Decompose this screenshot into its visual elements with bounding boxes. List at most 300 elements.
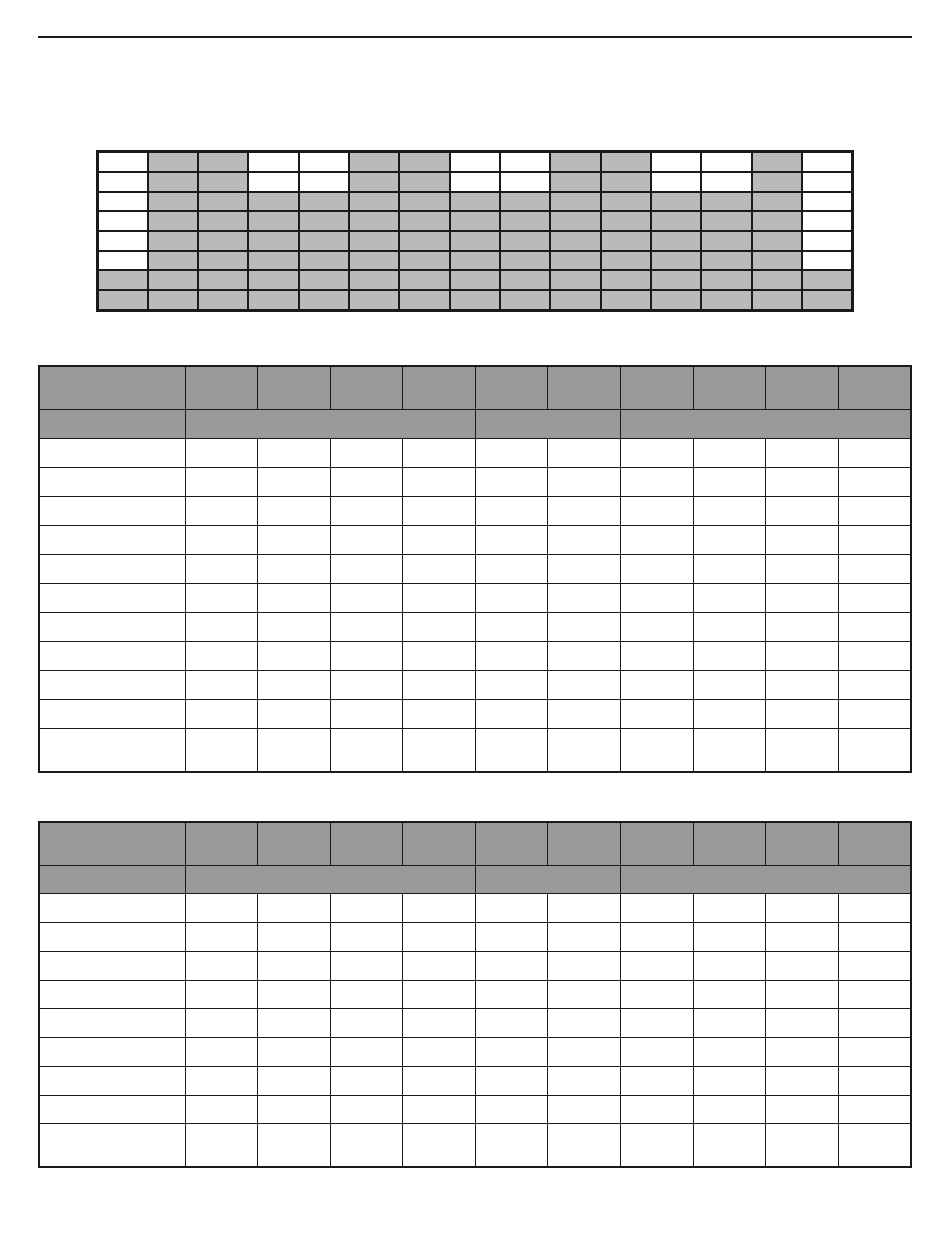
table-cell	[475, 584, 548, 613]
table-cell	[693, 555, 766, 584]
shaded-cell	[248, 290, 298, 310]
shaded-cell	[601, 192, 651, 212]
table-row	[39, 1066, 911, 1095]
table-cell	[621, 700, 694, 729]
shaded-cell	[500, 192, 550, 212]
shaded-cell	[500, 211, 550, 231]
shaded-cell	[500, 231, 550, 251]
table-cell	[693, 1066, 766, 1095]
shaded-cell	[500, 251, 550, 271]
table-cell	[838, 642, 911, 671]
table-cell	[693, 1095, 766, 1124]
shade-grid-row	[98, 192, 853, 212]
shaded-cell	[299, 231, 349, 251]
table-cell	[330, 700, 403, 729]
table-cell	[838, 439, 911, 468]
shaded-cell	[450, 290, 500, 310]
table-cell	[475, 923, 548, 952]
blank-cell	[802, 211, 852, 231]
table-cell	[621, 951, 694, 980]
group-header-cell	[475, 410, 620, 439]
shaded-cell	[550, 152, 600, 172]
blank-cell	[802, 172, 852, 192]
table-cell	[838, 980, 911, 1009]
table-cell	[258, 526, 331, 555]
table-cell	[838, 468, 911, 497]
table-cell	[258, 729, 331, 773]
table-cell	[475, 980, 548, 1009]
table-cell	[838, 584, 911, 613]
shaded-cell	[148, 290, 198, 310]
table-cell	[475, 1066, 548, 1095]
table-cell	[548, 700, 621, 729]
blank-cell	[248, 152, 298, 172]
row-label-cell	[39, 1124, 185, 1167]
shaded-cell	[701, 270, 751, 290]
shaded-cell	[198, 290, 248, 310]
shaded-cell	[399, 270, 449, 290]
table-cell	[185, 1009, 258, 1038]
shaded-cell	[752, 172, 802, 192]
header-cell	[39, 822, 185, 865]
shaded-cell	[349, 192, 399, 212]
shaded-cell	[248, 211, 298, 231]
table-cell	[403, 1124, 476, 1167]
table-cell	[258, 980, 331, 1009]
shaded-cell	[148, 192, 198, 212]
shaded-cell	[601, 172, 651, 192]
table-cell	[548, 1066, 621, 1095]
table-cell	[258, 642, 331, 671]
table-cell	[548, 980, 621, 1009]
table-cell	[621, 729, 694, 773]
table-cell	[258, 468, 331, 497]
table-cell	[403, 951, 476, 980]
shaded-cell	[651, 211, 701, 231]
shaded-cell	[601, 251, 651, 271]
table-cell	[185, 468, 258, 497]
shaded-cell	[450, 251, 500, 271]
shaded-cell	[148, 172, 198, 192]
row-label-cell	[39, 894, 185, 923]
shaded-cell	[299, 211, 349, 231]
table-cell	[621, 555, 694, 584]
shaded-cell	[399, 152, 449, 172]
row-label-cell	[39, 951, 185, 980]
table-cell	[621, 613, 694, 642]
row-label-cell	[39, 980, 185, 1009]
table-row	[39, 555, 911, 584]
row-label-cell	[39, 671, 185, 700]
table-cell	[258, 1095, 331, 1124]
blank-cell	[802, 231, 852, 251]
shaded-cell	[550, 290, 600, 310]
blank-cell	[98, 192, 148, 212]
table-cell	[185, 1095, 258, 1124]
table-cell	[838, 671, 911, 700]
table-cell	[185, 729, 258, 773]
blank-cell	[701, 172, 751, 192]
table-cell	[693, 526, 766, 555]
shaded-cell	[601, 290, 651, 310]
group-header-cell	[621, 865, 911, 894]
table-cell	[185, 700, 258, 729]
table-cell	[258, 951, 331, 980]
table-cell	[185, 1066, 258, 1095]
shaded-cell	[752, 231, 802, 251]
table-cell	[185, 584, 258, 613]
table-cell	[330, 1095, 403, 1124]
table-cell	[330, 729, 403, 773]
table-row	[39, 584, 911, 613]
table-cell	[258, 671, 331, 700]
table-cell	[330, 671, 403, 700]
table-cell	[330, 894, 403, 923]
table-cell	[403, 1009, 476, 1038]
table-cell	[621, 642, 694, 671]
table-cell	[693, 642, 766, 671]
table-cell	[766, 468, 839, 497]
shaded-cell	[349, 251, 399, 271]
table-cell	[548, 1038, 621, 1067]
table-cell	[475, 894, 548, 923]
shaded-cell	[802, 290, 852, 310]
table-cell	[766, 555, 839, 584]
table-cell	[766, 1038, 839, 1067]
table-cell	[185, 671, 258, 700]
table-cell	[403, 642, 476, 671]
table-cell	[548, 1124, 621, 1167]
shaded-cell	[248, 251, 298, 271]
table-cell	[475, 729, 548, 773]
table-cell	[330, 1066, 403, 1095]
table-cell	[185, 923, 258, 952]
table-cell	[475, 1038, 548, 1067]
table-cell	[838, 700, 911, 729]
shaded-cell	[701, 211, 751, 231]
blank-cell	[98, 251, 148, 271]
header-cell	[258, 366, 331, 410]
header-cell	[838, 822, 911, 865]
data-table-1	[38, 365, 912, 773]
table-cell	[766, 584, 839, 613]
table-cell	[766, 497, 839, 526]
row-label-cell	[39, 729, 185, 773]
table-cell	[838, 729, 911, 773]
shaded-cell	[198, 152, 248, 172]
table-cell	[621, 1009, 694, 1038]
table-row	[39, 468, 911, 497]
shaded-cell	[198, 270, 248, 290]
shaded-cell	[752, 152, 802, 172]
table-cell	[766, 1124, 839, 1167]
table-cell	[838, 951, 911, 980]
row-label-cell	[39, 439, 185, 468]
table-cell	[838, 894, 911, 923]
shaded-cell	[450, 270, 500, 290]
row-label-cell	[39, 923, 185, 952]
table-cell	[185, 526, 258, 555]
data-table-2	[38, 821, 912, 1168]
row-label-cell	[39, 526, 185, 555]
shaded-cell	[248, 270, 298, 290]
table-cell	[838, 1066, 911, 1095]
table-cell	[330, 526, 403, 555]
table-cell	[330, 555, 403, 584]
table-row	[39, 1009, 911, 1038]
table-cell	[403, 1038, 476, 1067]
shaded-cell	[601, 270, 651, 290]
table-cell	[693, 951, 766, 980]
table-cell	[766, 526, 839, 555]
shaded-cell	[349, 152, 399, 172]
table-cell	[330, 497, 403, 526]
table-cell	[548, 468, 621, 497]
table-cell	[330, 951, 403, 980]
header-cell	[693, 822, 766, 865]
shaded-cell	[148, 152, 198, 172]
shaded-cell	[399, 251, 449, 271]
shaded-cell	[450, 192, 500, 212]
blank-cell	[500, 172, 550, 192]
table-cell	[621, 894, 694, 923]
table-cell	[185, 642, 258, 671]
table-cell	[693, 468, 766, 497]
table-row	[39, 439, 911, 468]
shaded-cell	[349, 270, 399, 290]
blank-cell	[651, 152, 701, 172]
table-cell	[766, 923, 839, 952]
header-cell	[621, 366, 694, 410]
shaded-cell	[399, 192, 449, 212]
table-cell	[766, 980, 839, 1009]
table-cell	[693, 729, 766, 773]
shaded-cell	[450, 231, 500, 251]
table-cell	[403, 584, 476, 613]
shaded-cell	[550, 270, 600, 290]
table-cell	[403, 468, 476, 497]
data-table-1-grid	[38, 365, 912, 773]
table-cell	[548, 923, 621, 952]
blank-cell	[248, 172, 298, 192]
table-cell	[693, 700, 766, 729]
table-cell	[403, 555, 476, 584]
shaded-cell	[349, 290, 399, 310]
table-cell	[330, 439, 403, 468]
table-cell	[838, 923, 911, 952]
shaded-cell	[802, 270, 852, 290]
shaded-cell	[399, 211, 449, 231]
blank-cell	[299, 152, 349, 172]
table-cell	[185, 1124, 258, 1167]
table-cell	[548, 642, 621, 671]
row-label-cell	[39, 1066, 185, 1095]
group-header-row	[39, 865, 911, 894]
shaded-cell	[550, 192, 600, 212]
shaded-cell	[752, 270, 802, 290]
table-cell	[621, 439, 694, 468]
table-cell	[185, 980, 258, 1009]
blank-cell	[450, 172, 500, 192]
table-cell	[185, 613, 258, 642]
header-cell	[548, 366, 621, 410]
shaded-cell	[701, 251, 751, 271]
shaded-cell	[148, 211, 198, 231]
table-cell	[403, 1066, 476, 1095]
shaded-cell	[651, 192, 701, 212]
row-label-cell	[39, 497, 185, 526]
header-row	[39, 822, 911, 865]
table-cell	[766, 671, 839, 700]
table-cell	[258, 439, 331, 468]
table-cell	[185, 497, 258, 526]
group-header-label-cell	[39, 865, 185, 894]
table-cell	[475, 1095, 548, 1124]
table-cell	[548, 1009, 621, 1038]
shade-grid-row	[98, 270, 853, 290]
table-row	[39, 729, 911, 773]
table-cell	[766, 613, 839, 642]
table-cell	[838, 1124, 911, 1167]
table-cell	[185, 439, 258, 468]
table-cell	[548, 1095, 621, 1124]
table-cell	[258, 1066, 331, 1095]
table-row	[39, 1038, 911, 1067]
table-cell	[693, 439, 766, 468]
table-cell	[693, 497, 766, 526]
group-header-cell	[475, 865, 620, 894]
shaded-cell	[550, 172, 600, 192]
blank-cell	[98, 152, 148, 172]
row-label-cell	[39, 1009, 185, 1038]
table-cell	[693, 1038, 766, 1067]
shaded-cell	[752, 192, 802, 212]
shade-grid-row	[98, 251, 853, 271]
table-cell	[766, 729, 839, 773]
table-cell	[403, 671, 476, 700]
table-cell	[548, 526, 621, 555]
shade-grid-row	[98, 152, 853, 172]
row-label-cell	[39, 613, 185, 642]
table-cell	[330, 584, 403, 613]
table-cell	[621, 923, 694, 952]
table-row	[39, 980, 911, 1009]
shaded-cell	[148, 270, 198, 290]
table-cell	[475, 468, 548, 497]
table-cell	[548, 613, 621, 642]
shaded-cell	[701, 231, 751, 251]
row-label-cell	[39, 468, 185, 497]
group-header-cell	[621, 410, 911, 439]
shade-grid-row	[98, 290, 853, 310]
table-cell	[258, 700, 331, 729]
table-cell	[766, 439, 839, 468]
header-cell	[766, 366, 839, 410]
header-cell	[766, 822, 839, 865]
shaded-cell	[601, 152, 651, 172]
table-cell	[403, 526, 476, 555]
table-cell	[838, 555, 911, 584]
header-cell	[548, 822, 621, 865]
table-cell	[330, 980, 403, 1009]
blank-cell	[299, 172, 349, 192]
table-row	[39, 526, 911, 555]
table-cell	[621, 1095, 694, 1124]
header-cell	[403, 822, 476, 865]
blank-cell	[651, 172, 701, 192]
blank-cell	[802, 152, 852, 172]
header-cell	[693, 366, 766, 410]
table-cell	[330, 1038, 403, 1067]
table-cell	[621, 980, 694, 1009]
table-cell	[185, 894, 258, 923]
table-cell	[838, 1095, 911, 1124]
shaded-cell	[198, 211, 248, 231]
table-cell	[548, 671, 621, 700]
table-row	[39, 951, 911, 980]
table-cell	[475, 1009, 548, 1038]
header-cell	[330, 822, 403, 865]
table-cell	[475, 526, 548, 555]
row-label-cell	[39, 1095, 185, 1124]
shade-grid	[96, 150, 854, 312]
table-row	[39, 894, 911, 923]
shaded-cell	[148, 231, 198, 251]
table-cell	[621, 497, 694, 526]
table-cell	[766, 1095, 839, 1124]
table-cell	[621, 468, 694, 497]
table-cell	[330, 923, 403, 952]
shaded-cell	[349, 211, 399, 231]
shaded-cell	[198, 231, 248, 251]
table-cell	[766, 894, 839, 923]
shaded-cell	[98, 290, 148, 310]
table-cell	[621, 584, 694, 613]
blank-cell	[98, 211, 148, 231]
shaded-cell	[299, 290, 349, 310]
table-cell	[258, 497, 331, 526]
table-cell	[838, 613, 911, 642]
header-row	[39, 366, 911, 410]
shaded-cell	[752, 211, 802, 231]
table-cell	[838, 526, 911, 555]
table-cell	[258, 1009, 331, 1038]
table-cell	[330, 1124, 403, 1167]
shaded-cell	[752, 251, 802, 271]
group-header-row	[39, 410, 911, 439]
table-cell	[330, 468, 403, 497]
header-cell	[621, 822, 694, 865]
table-cell	[475, 700, 548, 729]
table-cell	[693, 1124, 766, 1167]
row-label-cell	[39, 700, 185, 729]
table-cell	[403, 613, 476, 642]
shaded-cell	[651, 231, 701, 251]
row-label-cell	[39, 1038, 185, 1067]
header-cell	[39, 366, 185, 410]
shaded-cell	[500, 290, 550, 310]
header-cell	[838, 366, 911, 410]
header-cell	[185, 366, 258, 410]
table-cell	[693, 980, 766, 1009]
table-row	[39, 1124, 911, 1167]
table-cell	[403, 1095, 476, 1124]
shaded-cell	[550, 211, 600, 231]
shaded-cell	[349, 172, 399, 192]
table-cell	[185, 1038, 258, 1067]
shaded-cell	[450, 211, 500, 231]
table-cell	[548, 497, 621, 526]
